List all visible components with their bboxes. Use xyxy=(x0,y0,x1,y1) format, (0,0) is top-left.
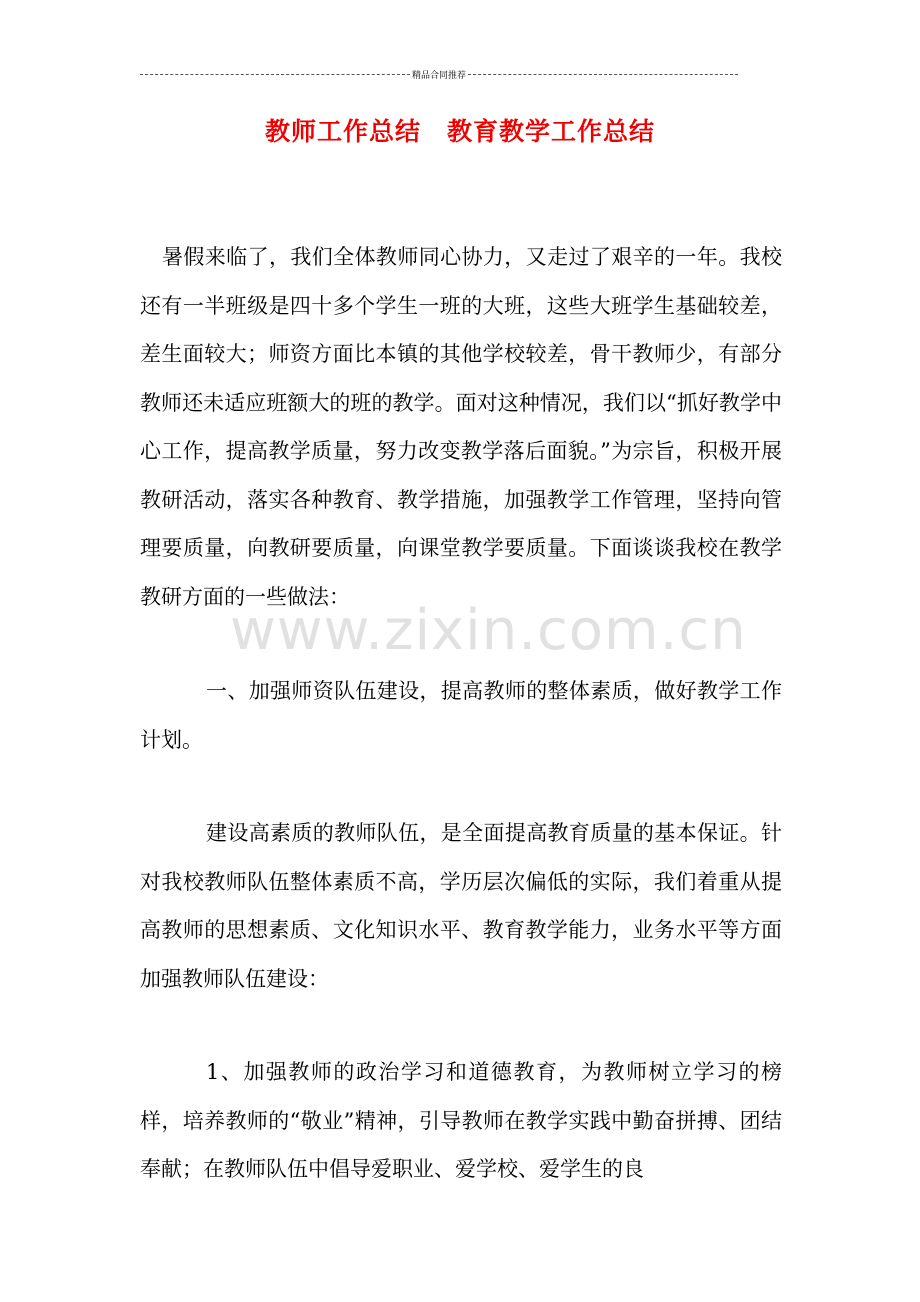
header-rule xyxy=(140,64,738,84)
paragraph-intro: 暑假来临了，我们全体教师同心协力，又走过了艰辛的一年。我校还有一半班级是四十多个学生一班的大班，这些大班学生基础较差，差生面较大；师资方面比本镇的其他学校较差，骨干教师少，有部分教师还未适应班额大的班的教学。面对这种情况，我们以“抓好教学中心工作，提高教学质量，努力改变教学落后面貌。”为宗旨，积极开展教研活动，落实各种教育、教学措施，加强教学工作管理，坚持向管理要质量，向教研要质量，向课堂教学要质量。下面谈谈我校在教学教研方面的一些做法： xyxy=(140,245,782,609)
header-dash-right xyxy=(468,74,738,75)
paragraph-section-heading: 一、加强师资队伍建设，提高教师的整体素质，做好教学工作计划。 xyxy=(140,679,782,752)
paragraph-item-1: 1、加强教师的政治学习和道德教育，为教师树立学习的榜样，培养教师的“敬业”精神，引导教师在教学实践中勤奋拼搏、团结奉献；在教师队伍中倡导爱职业、爱学校、爱学生的良 xyxy=(140,1060,782,1181)
header-label: 精品合同推荐 xyxy=(412,70,467,81)
paragraph-teacher-building: 建设高素质的教师队伍，是全面提高教育质量的基本保证。针对我校教师队伍整体素质不高，学历层次偏低的实际，我们着重从提高教师的思想素质、文化知识水平、教育教学能力，业务水平等方面加强教师队伍建设： xyxy=(140,821,782,991)
header-dash-left xyxy=(140,74,410,75)
document-title: 教师工作总结 教育教学工作总结 xyxy=(264,117,655,146)
watermark: www.zixin.com.cn xyxy=(230,598,747,663)
